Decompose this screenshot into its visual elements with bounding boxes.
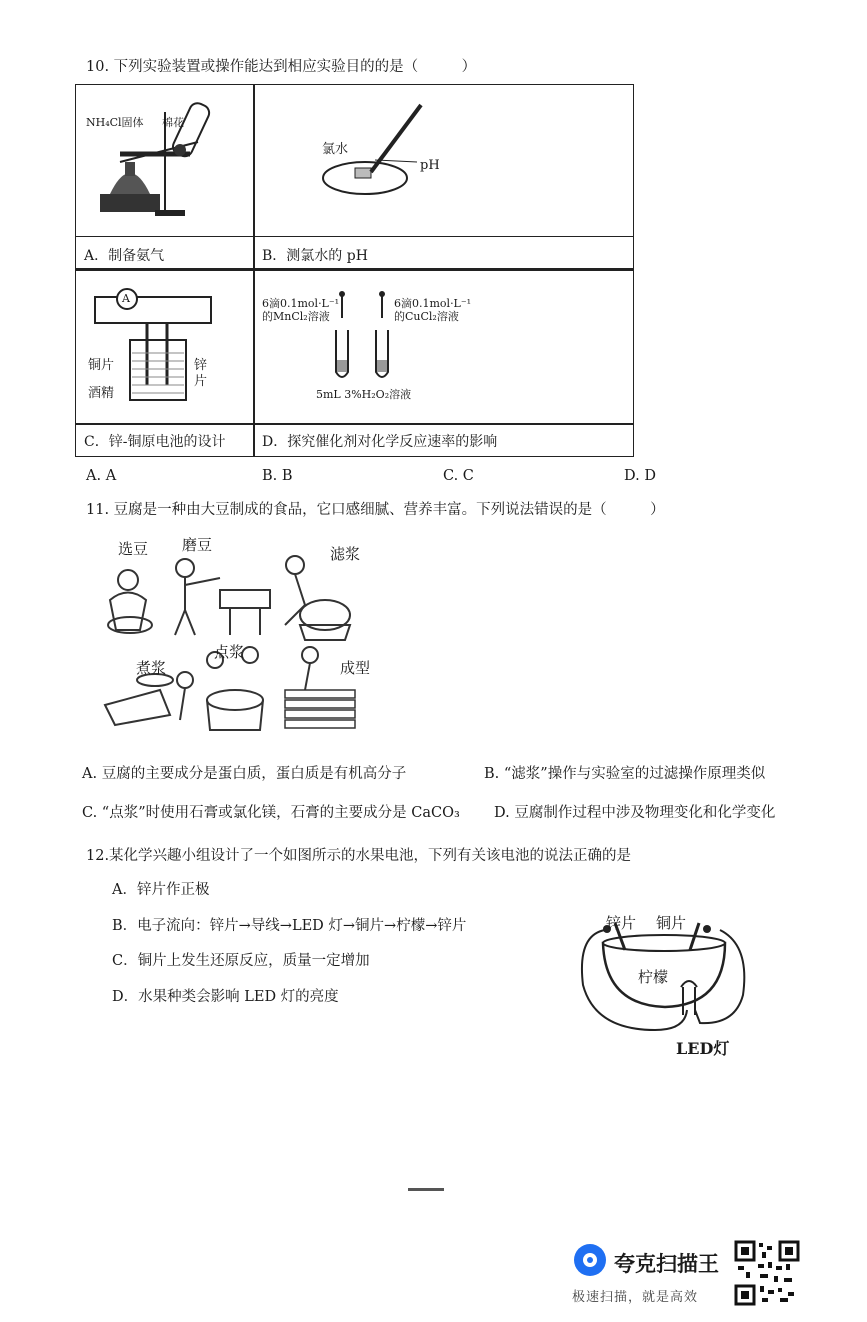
step-shape: 成型 (340, 659, 371, 677)
step-coagulate: 点浆 (214, 643, 245, 661)
q12-option-d: D．水果种类会影响 LED 灯的亮度 (112, 989, 339, 1005)
label-zinc-plate: 锌片 (194, 358, 208, 389)
label-cotton: 棉花 (162, 116, 184, 129)
label-mncl2-line1: 6滴0.1mol·L⁻¹ (262, 297, 340, 310)
quark-logo-icon (572, 1242, 608, 1278)
label-zinc-electrode: 锌片 (606, 914, 637, 932)
watermark-brand: 夸克扫描王 (614, 1252, 719, 1276)
ammonia-apparatus-figure (80, 92, 250, 232)
q10-option-d: D. D (624, 468, 656, 484)
caption-d: D．探究催化剂对化学反应速率的影响 (262, 434, 498, 450)
qr-code-icon (734, 1240, 800, 1306)
q11-option-b: B. “滤浆”操作与实验室的过滤操作原理类似 (484, 766, 766, 782)
label-ph: pH (420, 158, 440, 173)
q11-option-a: A. 豆腐的主要成分是蛋白质，蛋白质是有机高分子 (82, 766, 407, 782)
scan-mark (408, 1188, 444, 1191)
label-ammeter: A (122, 292, 130, 305)
label-mncl2-line2: 的MnCl₂溶液 (262, 310, 330, 323)
caption-c: C．锌-铜原电池的设计 (84, 434, 226, 450)
label-lemon: 柠檬 (638, 968, 669, 986)
label-cucl2-line1: 6滴0.1mol·L⁻¹ (394, 297, 472, 310)
label-cucl2-line2: 的CuCl₂溶液 (394, 310, 459, 323)
step-filter-pulp: 滤浆 (330, 545, 361, 563)
q12-option-c: C．铜片上发生还原反应，质量一定增加 (112, 953, 370, 969)
step-select-beans: 选豆 (118, 540, 149, 558)
q12-option-b: B．电子流向：锌片→导线→LED 灯→铜片→柠檬→锌片 (112, 918, 467, 934)
q10-stem: 10. 下列实验装置或操作能达到相应实验目的的是（ ） (86, 59, 477, 75)
q10-option-b: B. B (262, 468, 293, 484)
label-alcohol: 酒精 (88, 386, 115, 401)
step-boil-pulp: 煮浆 (136, 659, 167, 677)
caption-b: B．测氯水的 pH (262, 248, 368, 264)
label-copper-plate: 铜片 (88, 358, 115, 373)
caption-a: A．制备氨气 (84, 248, 165, 264)
label-chlorine-water: 氯水 (322, 142, 349, 157)
q10-option-c: C. C (443, 468, 474, 484)
q10-option-a: A. A (86, 468, 117, 484)
q11-stem: 11. 豆腐是一种由大豆制成的食品，它口感细腻、营养丰富。下列说法错误的是（ ） (86, 502, 665, 518)
q10-cell-d-figure (253, 269, 634, 425)
tofu-process-illustration (100, 540, 400, 740)
q11-option-d: D. 豆腐制作过程中涉及物理变化和化学变化 (494, 805, 776, 821)
label-nh4cl: NH₄Cl固体 (86, 116, 144, 129)
watermark-slogan: 极速扫描，就是高效 (572, 1290, 699, 1305)
test-tubes-figure (330, 290, 400, 385)
q12-option-a: A．锌片作正极 (112, 882, 210, 898)
q12-stem: 12.某化学兴趣小组设计了一个如图所示的水果电池，下列有关该电池的说法正确的是 (86, 848, 632, 864)
label-led: LED灯 (676, 1039, 730, 1058)
label-copper-electrode: 铜片 (656, 914, 687, 932)
label-h2o2: 5mL 3%H₂O₂溶液 (316, 388, 412, 401)
step-grind-beans: 磨豆 (182, 536, 213, 554)
q11-option-c: C. “点浆”时使用石膏或氯化镁，石膏的主要成分是 CaCO₃ (82, 805, 460, 821)
